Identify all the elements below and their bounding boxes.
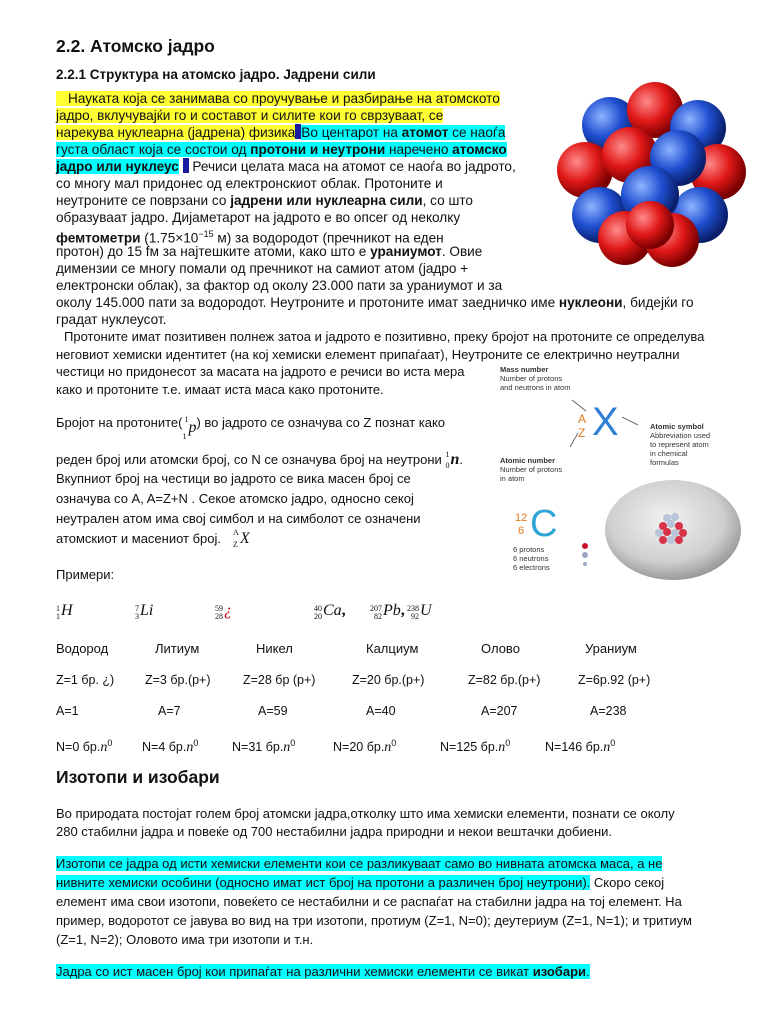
n-count: N=125 бр. bbox=[440, 740, 499, 755]
section-heading: 2.2. Атомско јадро bbox=[56, 36, 215, 56]
neutron-symbol: n bbox=[450, 451, 460, 468]
section-heading-isotopes: Изотопи и изобари bbox=[56, 767, 220, 787]
table-cell: A=7 bbox=[158, 704, 181, 718]
table-cell: A=40 bbox=[366, 704, 396, 718]
lithium-symbol bbox=[135, 602, 153, 621]
neutron-symbol: n bbox=[384, 740, 392, 756]
lead-mass: 207 bbox=[370, 604, 382, 613]
text-span: Во bbox=[301, 125, 322, 140]
atomic-number-desc: in atom bbox=[500, 474, 525, 483]
subsection-heading: 2.2.1 Структура на атомско јадро. Јадрени сили bbox=[56, 67, 376, 82]
calcium-atomic: 20 bbox=[314, 612, 322, 621]
text-span: нивните хемиски особини (односно имат ист број на протони а различен број неутрони). bbox=[56, 875, 591, 890]
proton-symbol: p bbox=[188, 419, 197, 436]
mass-number-A: A bbox=[578, 412, 587, 426]
hydrogen-letter: H bbox=[61, 602, 73, 619]
text-span: јадро или нуклеус bbox=[56, 159, 179, 174]
text-line: електронски облак), за фактор од околу 23.000 пати за ураниумот и за bbox=[56, 278, 503, 293]
table-cell: Z=3 бр.(p+) bbox=[145, 673, 211, 687]
atomic-symbol-X: X bbox=[592, 400, 619, 444]
text-line: Протоните имат позитивен полнеж затоа и јадрото е позитивно, преку бројот на протоните се определува bbox=[64, 329, 705, 344]
text-span: околу 145.000 пати за водородот. Неутроните и протоните имат заедничко име bbox=[56, 295, 559, 310]
text-span: неутроните се поврзани со bbox=[56, 193, 231, 208]
lead-symbol bbox=[370, 602, 405, 621]
table-cell: Z=82 бр.(p+) bbox=[468, 673, 541, 687]
table-cell: Z=20 бр.(p+) bbox=[352, 673, 425, 687]
text-span: густа област која се состои од bbox=[56, 142, 251, 157]
table-cell: A=238 bbox=[590, 704, 627, 718]
text-span: Изотопи се јадра од исти хемиски елементи кои се разликуваат само во нивната атомска маса, а не bbox=[56, 856, 663, 871]
text-span: , бидејќи го bbox=[622, 295, 694, 310]
text-span: јадрени или нуклеарна сили bbox=[230, 193, 423, 208]
text-span: Скоро секој bbox=[590, 875, 665, 890]
text-span: Јадра со ист масен број кои припаѓат на различни хемиски елементи се викат bbox=[56, 964, 533, 979]
text-span: реден број или атомски број, со N се означува број на неутрони bbox=[56, 452, 446, 467]
table-cell: Z=28 бр (p+) bbox=[243, 673, 316, 687]
table-cell: Калциум bbox=[366, 641, 419, 656]
table-cell bbox=[56, 735, 112, 756]
text-span: на bbox=[379, 125, 402, 140]
text-line: неутрален атом има свој симбол и на симболот се означени bbox=[56, 511, 421, 526]
text-span: Бројот на протоните( bbox=[56, 415, 183, 430]
nickel-symbol bbox=[215, 602, 232, 621]
table-cell: A=59 bbox=[258, 704, 288, 718]
text-line: димензии се многу помали од пречникот на самиот атом (јадро + bbox=[56, 261, 469, 276]
neutron-charge: 0 bbox=[107, 738, 113, 748]
text-span: наречено bbox=[385, 142, 453, 157]
text-line: пример, водоротот се јавува во вид на три изотопи, протиум (Z=1, N=0); деутериум (Z=1, N=1); и тритиум bbox=[56, 913, 692, 928]
text-span: ) во јадрото се означува со Z познат како bbox=[196, 415, 446, 430]
table-cell: Литиум bbox=[155, 641, 200, 656]
uranium-letter: U bbox=[420, 602, 432, 619]
table-cell bbox=[142, 735, 198, 756]
text-line: неговиот хемиски идентитет (на кој хемиски елемент припаѓаат), Неутроните се електрично неутрални bbox=[56, 347, 680, 362]
text-line: (Z=1, N=2); Оловото има три изотопи и т.н. bbox=[56, 932, 314, 947]
n-count: N=4 бр. bbox=[142, 740, 187, 755]
carbon-neutrons: 6 neutrons bbox=[513, 554, 549, 563]
hydrogen-mass: 1 bbox=[56, 604, 60, 613]
text-line: образуваат јадро. Дијаметарот на јадрото е во опсег од неколку bbox=[56, 210, 461, 225]
neutron-charge: 0 bbox=[391, 738, 397, 748]
carbon-symbol: C bbox=[530, 503, 558, 545]
table-cell: A=1 bbox=[56, 704, 79, 718]
text-line: елемент има свои изотопи, повеќето се нестабилни и се распаѓат на стабилни јадра на тој елемент. На bbox=[56, 894, 682, 909]
text-span: изобари bbox=[532, 964, 586, 979]
lead-atomic: 82 bbox=[374, 612, 382, 621]
neutron-symbol: n bbox=[498, 740, 506, 756]
text-span: (1.75×10 bbox=[140, 230, 199, 246]
text-line: јадро, вклучувајќи го и составот и силите кои го сврзуваат, се bbox=[56, 108, 444, 123]
table-cell: Ураниум bbox=[585, 641, 637, 656]
text-line: Во природата постојат голем број атомски јадра,отколку што има хемиски елементи, познати се околу bbox=[56, 806, 675, 821]
n-count: N=146 бр. bbox=[545, 740, 604, 755]
table-cell: Никел bbox=[256, 641, 293, 656]
nucleus-illustration bbox=[550, 70, 750, 270]
nickel-letter: ¿ bbox=[224, 602, 232, 619]
table-cell bbox=[333, 735, 396, 756]
legend-dots bbox=[560, 540, 600, 572]
text-line: како и протоните т.е. имаат иста маса како протоните. bbox=[56, 382, 384, 397]
atomic-symbol-desc: in chemical bbox=[650, 449, 688, 458]
table-cell: Водород bbox=[56, 641, 109, 656]
hydrogen-atomic: 1 bbox=[56, 612, 60, 621]
table-cell bbox=[440, 735, 510, 756]
text-line: градат нуклеусот. bbox=[56, 312, 167, 327]
lithium-mass: 7 bbox=[135, 604, 139, 613]
calcium-symbol bbox=[314, 602, 346, 621]
table-cell bbox=[232, 735, 295, 756]
superscript: −15 bbox=[198, 229, 214, 239]
text-span: протони и неутрони bbox=[250, 142, 386, 157]
table-cell: A=207 bbox=[481, 704, 518, 718]
text-span: атомскиот и масениот број. bbox=[56, 531, 222, 546]
text-span: атомско bbox=[452, 142, 507, 157]
text-line: Науката која се занимава со проучување и разбирање на атомското bbox=[56, 91, 500, 106]
n-count: N=0 бр. bbox=[56, 740, 101, 755]
text-line: нарекува нуклеарна (јадрена) физика bbox=[56, 125, 296, 140]
table-cell: Z=1 бр. ¿) bbox=[56, 673, 115, 687]
nickel-mass: 59 bbox=[215, 604, 223, 613]
atomic-symbol-desc: to represent atom bbox=[650, 440, 709, 449]
table-cell: Z=6р.92 (p+) bbox=[578, 673, 651, 687]
carbon-electrons: 6 electrons bbox=[513, 563, 550, 572]
carbon-atom-illustration bbox=[595, 478, 745, 583]
nickel-atomic: 28 bbox=[215, 612, 223, 621]
text-span: атомот bbox=[401, 125, 449, 140]
text-line: честици но придонесот за масата на јадрото е речиси во иста мера bbox=[56, 364, 465, 379]
carbon-atomic-number: 6 bbox=[518, 525, 525, 537]
text-span: нуклеони bbox=[558, 295, 623, 310]
atomic-number-Z: Z bbox=[578, 426, 586, 440]
text-span: Речиси целата маса на атомот се наоѓа во јадрото, bbox=[188, 159, 516, 174]
mass-number-sup: A bbox=[233, 528, 239, 537]
table-cell bbox=[545, 735, 615, 756]
uranium-mass: 238 bbox=[407, 604, 419, 613]
text-line: Вкупниот број на честици во јадрото се вика масен број се bbox=[56, 471, 411, 486]
text-span: , со што bbox=[422, 193, 473, 208]
atomic-number-label: Atomic number bbox=[500, 456, 556, 465]
text-span: се наоѓа bbox=[448, 125, 506, 140]
atomic-symbol-desc: Abbreviation used bbox=[650, 431, 711, 440]
text-line: со многу мал придонес од електронскиот облак. Протоните и bbox=[56, 176, 443, 191]
n-count: N=31 бр. bbox=[232, 740, 284, 755]
neutron-charge: 0 bbox=[505, 738, 511, 748]
text-span: м) за водородот (пречникот на еден bbox=[213, 230, 444, 246]
proton-mass: 1 bbox=[184, 415, 189, 424]
mass-number-desc: Number of protons bbox=[500, 374, 563, 383]
uranium-atomic: 92 bbox=[411, 612, 419, 621]
separator: , bbox=[400, 602, 405, 619]
proton-charge: 1 bbox=[182, 432, 187, 441]
text-span: центарот bbox=[321, 125, 380, 140]
hydrogen-symbol bbox=[56, 602, 73, 621]
neutron-charge: 0 bbox=[193, 738, 199, 748]
text-line: означува со A, A=Z+N . Секое атомско јадро, односно секој bbox=[56, 491, 414, 506]
atomic-number-sub: Z bbox=[233, 540, 238, 549]
n-count: N=20 бр. bbox=[333, 740, 385, 755]
neutron-symbol: n bbox=[283, 740, 291, 756]
nucleon-spheres bbox=[557, 82, 746, 267]
atomic-symbol-label: Atomic symbol bbox=[650, 422, 704, 431]
text-span: протон) до 15 fм за најтешките атоми, како што е bbox=[56, 244, 371, 259]
neutron-charge: 0 bbox=[445, 461, 450, 470]
neutron-symbol: n bbox=[603, 740, 611, 756]
neutron-symbol: n bbox=[186, 740, 194, 756]
neutron-symbol: n bbox=[100, 740, 108, 756]
carbon-protons: 6 protons bbox=[513, 545, 545, 554]
atomic-symbol-desc: formulas bbox=[650, 458, 679, 467]
text-span: фемтометри bbox=[56, 230, 141, 246]
carbon-mass-number: 12 bbox=[515, 512, 528, 524]
lithium-letter: Li bbox=[140, 602, 154, 619]
neutron-charge: 0 bbox=[290, 738, 296, 748]
element-symbol: X bbox=[240, 530, 250, 547]
examples-label: Примери: bbox=[56, 567, 115, 582]
paragraph-isobars bbox=[56, 963, 590, 980]
text-span: . bbox=[586, 964, 590, 979]
neutron-mass: 1 bbox=[445, 450, 450, 459]
atomic-number-desc: Number of protons bbox=[500, 465, 563, 474]
mass-number-label: Mass number bbox=[500, 365, 549, 374]
table-cell: Олово bbox=[481, 641, 520, 656]
lithium-atomic: 3 bbox=[135, 612, 139, 621]
lead-letter: Pb bbox=[383, 602, 401, 619]
calcium-mass: 40 bbox=[314, 604, 322, 613]
text-line: 280 стабилни јадра и повеќе од 700 нестабилни јадра природни и некои вештачки добиени. bbox=[56, 824, 613, 839]
calcium-letter: Ca bbox=[323, 602, 342, 619]
separator: , bbox=[341, 602, 346, 619]
uranium-symbol bbox=[407, 602, 432, 621]
text-span: . Овие bbox=[441, 244, 483, 259]
text-span: ураниумот bbox=[370, 244, 442, 259]
neutron-charge: 0 bbox=[610, 738, 616, 748]
mass-number-desc: and neutrons in atom bbox=[500, 383, 571, 392]
